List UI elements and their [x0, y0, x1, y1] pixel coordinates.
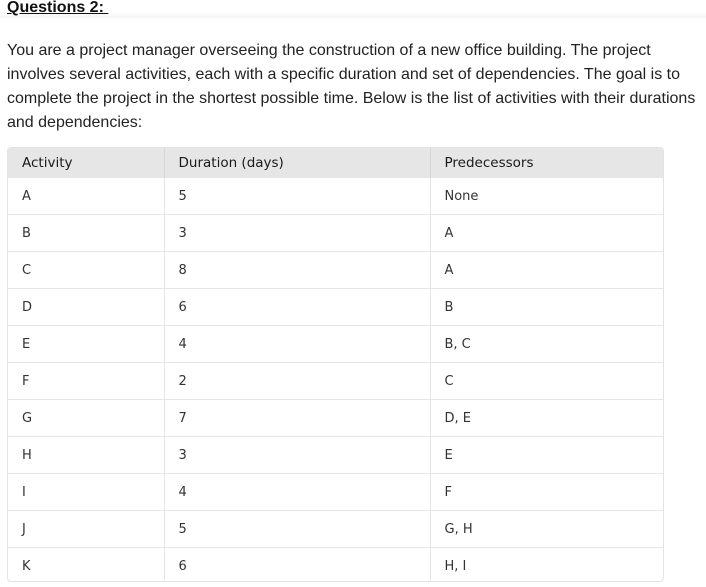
cell-activity: D [8, 289, 164, 326]
cell-predecessors: None [430, 178, 663, 215]
header-duration: Duration (days) [164, 148, 430, 178]
cell-predecessors: F [430, 474, 663, 511]
cell-duration: 5 [164, 178, 430, 215]
cell-duration: 6 [164, 289, 430, 326]
cell-duration: 5 [164, 511, 430, 548]
cell-predecessors: E [430, 437, 663, 474]
cell-predecessors: C [430, 363, 663, 400]
cell-duration: 8 [164, 252, 430, 289]
cell-duration: 4 [164, 474, 430, 511]
table-row [8, 363, 663, 400]
cell-predecessors: B, C [430, 326, 663, 363]
table-row [8, 289, 663, 326]
cell-activity: I [8, 474, 164, 511]
cell-predecessors: A [430, 215, 663, 252]
cell-predecessors: G, H [430, 511, 663, 548]
cell-activity: F [8, 363, 164, 400]
table-row [8, 252, 663, 289]
table-row [8, 215, 663, 252]
cell-activity: A [22, 188, 31, 204]
question-heading: Questions 2: [7, 0, 109, 16]
cell-duration: 3 [164, 215, 430, 252]
table-row [8, 400, 663, 437]
table-row [8, 326, 663, 363]
cell-activity: B [8, 215, 164, 252]
cell-duration: 7 [164, 400, 430, 437]
cell-duration: 4 [164, 326, 430, 363]
table-row [8, 178, 663, 215]
table-row [8, 548, 663, 583]
activities-table-container [7, 147, 664, 582]
cell-predecessors: A [430, 252, 663, 289]
question-text: You are a project manager overseeing the construction of a new office building. The project involves several activities, each with a specific duration and set of dependencies. The goal is to complete the project in the shortest possible time. Below is the list of activities with their durations and dependencies: [7, 42, 696, 131]
activities-table [8, 148, 663, 582]
cell-activity: C [8, 252, 164, 289]
cell-duration: 6 [164, 548, 430, 583]
cell-activity: G [8, 400, 164, 437]
cell-activity: K [8, 548, 164, 583]
table-row [8, 511, 663, 548]
cell-activity: E [8, 326, 164, 363]
table-row [8, 474, 663, 511]
table-body [8, 178, 663, 582]
cell-predecessors: H, I [430, 548, 663, 583]
header-row [8, 148, 663, 178]
table-header [8, 148, 663, 178]
cell-activity: H [8, 437, 164, 474]
cell-predecessors: B [430, 289, 663, 326]
cell-activity: J [8, 511, 164, 548]
header-activity: Activity [8, 148, 164, 178]
header-predecessors: Predecessors [430, 148, 663, 178]
cell-duration: 2 [164, 363, 430, 400]
cell-predecessors: D, E [430, 400, 663, 437]
cell-duration: 3 [164, 437, 430, 474]
table-row [8, 437, 663, 474]
